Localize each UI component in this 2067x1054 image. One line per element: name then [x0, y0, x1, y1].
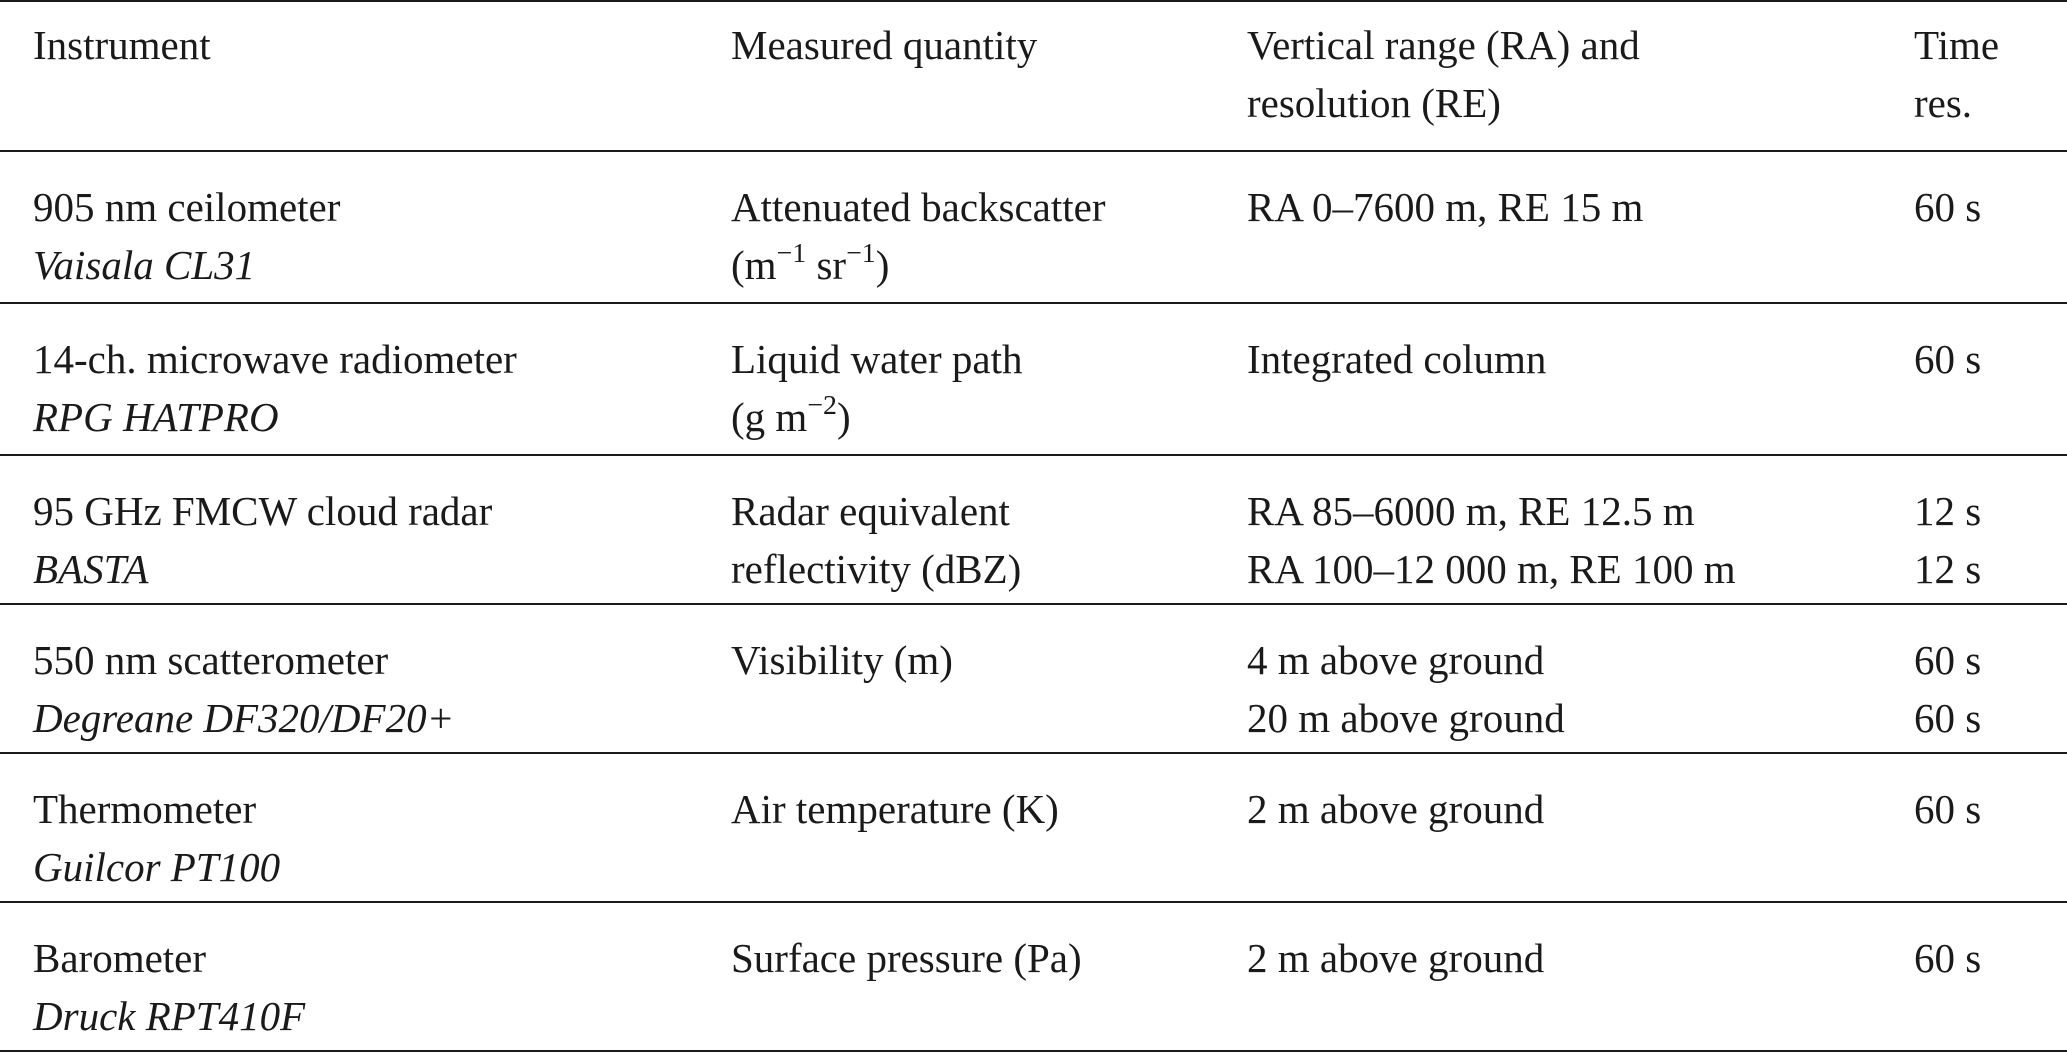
quantity-line1: Visibility (m)	[731, 637, 953, 683]
range-value: RA 85–6000 m, RE 12.5 m	[1247, 488, 1695, 534]
time-cell	[1914, 330, 2054, 388]
unit-part: (m	[731, 242, 777, 288]
time-cell	[1914, 780, 2054, 838]
time-cell	[1914, 631, 2054, 747]
range-value: 2 m above ground	[1247, 786, 1545, 832]
instrument-cell	[33, 631, 723, 747]
instrument-name: Thermometer	[33, 786, 257, 832]
table-row	[0, 754, 2067, 903]
instrument-cell	[33, 330, 723, 446]
unit-part: sr	[806, 242, 847, 288]
range-value: 4 m above ground	[1247, 637, 1545, 683]
quantity-line1: Radar equivalent	[731, 488, 1010, 534]
instrument-name: Barometer	[33, 935, 207, 981]
instrument-name: 550 nm scatterometer	[33, 637, 389, 683]
time-value: 60 s	[1914, 637, 1982, 683]
range-cell	[1247, 929, 1897, 987]
instrument-cell	[33, 929, 723, 1045]
unit-part: (g m	[731, 394, 808, 440]
header-range-line1: Vertical range (RA) and	[1247, 22, 1640, 68]
unit-exponent: −1	[846, 237, 876, 269]
quantity-cell	[731, 482, 1231, 598]
time-value: 12 s	[1914, 546, 1982, 592]
table-row	[0, 304, 2067, 456]
quantity-unit	[731, 388, 1231, 446]
time-value: 60 s	[1914, 184, 1982, 230]
instrument-model: RPG HATPRO	[33, 394, 279, 440]
instrument-name: 905 nm ceilometer	[33, 184, 341, 230]
header-quantity-label: Measured quantity	[731, 22, 1038, 68]
table-header-row	[0, 0, 2067, 152]
quantity-line1: Air temperature (K)	[731, 786, 1059, 832]
instrument-cell	[33, 178, 723, 294]
instrument-model: BASTA	[33, 546, 149, 592]
quantity-line1: Attenuated backscatter	[731, 184, 1106, 230]
instrument-model: Degreane DF320/DF20+	[33, 695, 455, 741]
quantity-line1: Liquid water path	[731, 336, 1023, 382]
time-value: 60 s	[1914, 695, 1982, 741]
quantity-cell	[731, 929, 1231, 987]
range-cell	[1247, 330, 1897, 388]
table-row	[0, 605, 2067, 754]
header-instrument	[33, 16, 723, 74]
header-range-line2: resolution (RE)	[1247, 80, 1501, 126]
range-value: 2 m above ground	[1247, 935, 1545, 981]
unit-exponent: −2	[807, 389, 837, 421]
quantity-cell	[731, 178, 1231, 294]
unit-exponent: −1	[776, 237, 807, 269]
instrument-cell	[33, 482, 723, 598]
time-value: 60 s	[1914, 935, 1982, 981]
quantity-unit	[731, 236, 1231, 294]
instrument-model: Druck RPT410F	[33, 993, 306, 1039]
header-instrument-label: Instrument	[33, 22, 211, 68]
header-time-line2: res.	[1914, 80, 1973, 126]
header-quantity	[731, 16, 1231, 74]
range-value: Integrated column	[1247, 336, 1547, 382]
time-cell	[1914, 929, 2054, 987]
quantity-cell	[731, 330, 1231, 446]
table-row	[0, 903, 2067, 1052]
range-value: 20 m above ground	[1247, 695, 1565, 741]
table-row	[0, 456, 2067, 605]
range-cell	[1247, 631, 1897, 747]
instrument-cell	[33, 780, 723, 896]
instrument-name: 14-ch. microwave radiometer	[33, 336, 517, 382]
unit-part: )	[836, 394, 851, 440]
unit-part: )	[875, 242, 890, 288]
range-value: RA 100–12 000 m, RE 100 m	[1247, 546, 1736, 592]
range-value: RA 0–7600 m, RE 15 m	[1247, 184, 1644, 230]
header-time	[1914, 16, 2054, 132]
range-cell	[1247, 482, 1897, 598]
time-cell	[1914, 178, 2054, 236]
header-time-line1: Time	[1914, 22, 2000, 68]
header-range	[1247, 16, 1897, 132]
time-value: 12 s	[1914, 488, 1982, 534]
quantity-cell	[731, 631, 1231, 689]
range-cell	[1247, 178, 1897, 236]
time-value: 60 s	[1914, 336, 1982, 382]
quantity-line1: Surface pressure (Pa)	[731, 935, 1082, 981]
time-cell	[1914, 482, 2054, 598]
range-cell	[1247, 780, 1897, 838]
instrument-name: 95 GHz FMCW cloud radar	[33, 488, 493, 534]
instrument-model: Guilcor PT100	[33, 844, 281, 890]
time-value: 60 s	[1914, 786, 1982, 832]
table-row	[0, 152, 2067, 304]
quantity-line2: reflectivity (dBZ)	[731, 546, 1022, 592]
instrument-model: Vaisala CL31	[33, 242, 256, 288]
quantity-cell	[731, 780, 1231, 838]
